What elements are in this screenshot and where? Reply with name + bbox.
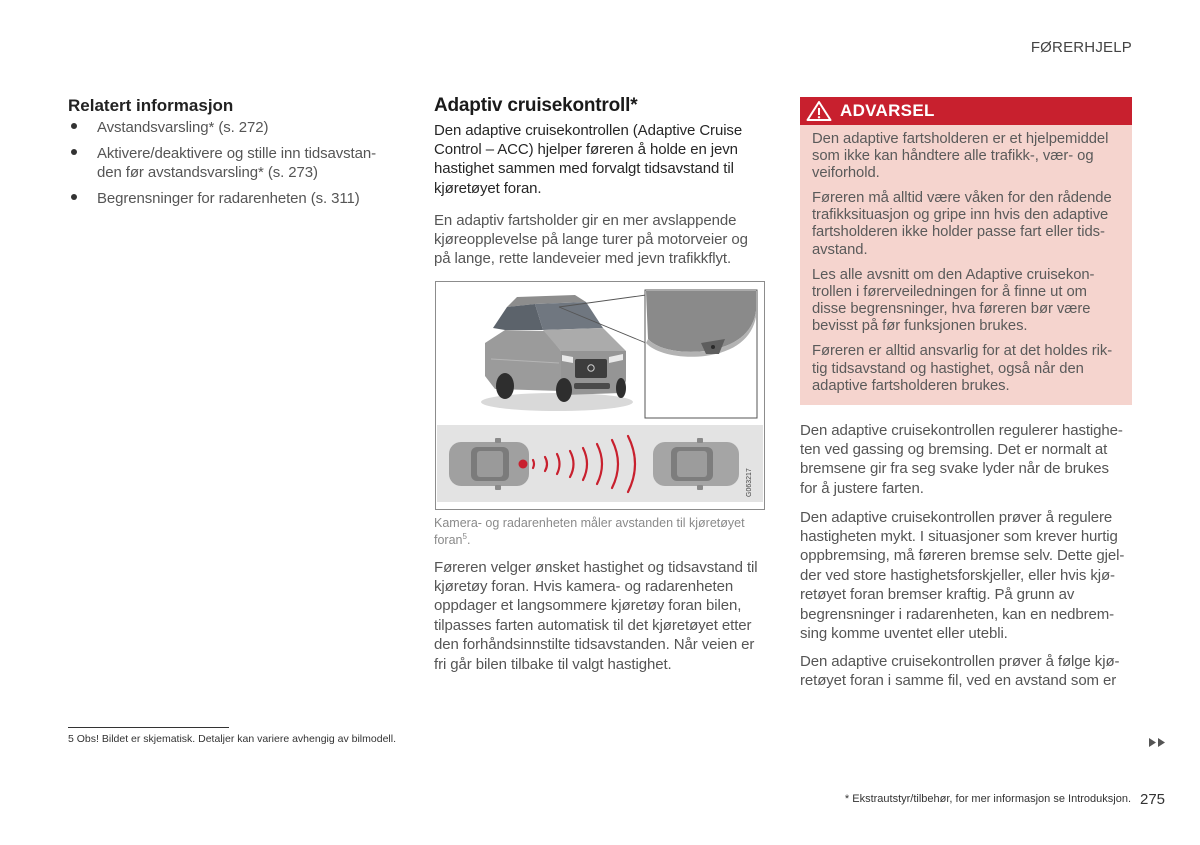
bullet-icon — [71, 149, 77, 155]
text-line: oppdager et langsommere kjøretøy foran bilen, — [434, 597, 742, 615]
related-item-text: Aktivere/deaktivere og stille inn tidsavstan- — [97, 144, 376, 162]
text-line: disse begrensninger, hva føreren bør være — [812, 301, 1091, 318]
front-car-topview — [653, 438, 739, 490]
figure-caption — [434, 515, 766, 549]
acc-illustration-svg — [435, 281, 765, 510]
related-item-text: den før avstandsvarsling* (s. 273) — [97, 164, 318, 181]
text-line: hastighet sammen med forvalgt tidsavstand til — [434, 160, 734, 178]
text-line: sing komme uventet eller utebli. — [800, 624, 1008, 642]
related-list — [68, 118, 398, 216]
text-line: En adaptiv fartsholder gir en mer avslappende — [434, 211, 737, 229]
text-line: Den adaptive cruisekontrollen (Adaptive Cruise — [434, 121, 743, 139]
warning-paragraph — [812, 267, 1132, 336]
text-line: på lange, rette landeveier med jevn trafikkflyt. — [434, 250, 732, 268]
radar-emitter — [519, 460, 528, 469]
figure-code: G063217 — [746, 468, 753, 497]
text-line: Føreren må alltid være våken for den rådende — [812, 189, 1112, 206]
article-intro — [434, 121, 766, 199]
caption-line — [434, 532, 766, 549]
car-wheel — [616, 378, 626, 398]
footnote-divider — [68, 727, 229, 728]
text-line: Den adaptive cruisekontrollen prøver å regulere — [800, 508, 1113, 526]
text-line: trollen i førerveiledningen for å finne ut om — [812, 283, 1087, 300]
warning-label: ADVARSEL — [840, 101, 935, 120]
car-wheel — [496, 373, 514, 399]
own-car-topview — [449, 438, 529, 490]
text-line: Den adaptive cruisekontrollen prøver å følge kjø- — [800, 652, 1120, 670]
text-line: oppbremsing, må føreren bremse selv. Dette gjel- — [800, 547, 1125, 565]
bullet-icon — [71, 194, 77, 200]
text-line: Les alle avsnitt om den Adaptive cruisekon- — [812, 266, 1095, 283]
warning-box — [800, 97, 1132, 405]
caption-text: foran — [434, 532, 463, 547]
paragraph — [434, 558, 766, 674]
footnote-text: Obs! Bildet er skjematisk. Detaljer kan variere avhengig av bilmodell. — [76, 733, 396, 745]
text-line: fartsholderen ikke holder passe fart eller tids- — [812, 224, 1105, 241]
car-lower-intake — [574, 383, 610, 389]
related-item-text: Avstandsvarsling* (s. 272) — [97, 118, 269, 136]
acc-illustration — [435, 281, 765, 510]
text-line: retøyet foran bremser kraftig. På grunn av — [800, 586, 1075, 604]
related-item — [68, 189, 398, 209]
related-item-text: Begrensninger for radarenheten (s. 311) — [97, 190, 360, 207]
warning-paragraph — [812, 131, 1132, 183]
article-title: Adaptiv cruisekontroll* — [434, 95, 638, 116]
caption-line: Kamera- og radarenheten måler avstanden til kjøretøyet — [434, 515, 745, 530]
related-heading: Relatert informasjon — [68, 96, 234, 115]
warning-paragraph — [812, 190, 1132, 259]
text-line: fri går bilen tilbake til valgt hastighet. — [434, 655, 672, 673]
text-line: Den adaptive fartsholderen er et hjelpemiddel — [812, 130, 1109, 147]
warning-body — [800, 125, 1132, 405]
text-line: bevisst på før funksjonen brukes. — [812, 318, 1028, 335]
paragraph — [800, 652, 1132, 691]
accessory-note: * Ekstrautstyr/tilbehør, for mer informasjon se Introduksjon. — [844, 793, 1131, 805]
text-line: Føreren er alltid ansvarlig for at det holdes rik- — [812, 343, 1113, 360]
text-line: som ikke kan håndtere alle trafikk-, vær- og — [812, 147, 1094, 164]
related-item — [68, 144, 398, 183]
caption-text: . — [466, 532, 471, 547]
paragraph — [800, 508, 1132, 644]
text-line: kjøretøyet foran. — [434, 179, 542, 197]
camera-lens — [711, 345, 715, 349]
page-number: 275 — [1140, 790, 1166, 808]
text-line: for å justere farten. — [800, 479, 924, 497]
text-line: adaptive fartsholderen brukes. — [812, 377, 1010, 394]
text-line: Føreren velger ønsket hastighet og tidsavstand til — [434, 558, 758, 576]
text-line: begrensninger i radarenheten, kan en nedbrem- — [800, 605, 1115, 623]
section-title: FØRERHJELP — [1030, 39, 1132, 56]
text-line: ten ved gassing og bremsing. Det er normalt at — [800, 440, 1108, 458]
text-line: tig tidsavstand og hastighet, også når den — [812, 360, 1084, 377]
text-line: tilpasses farten automatisk til det kjøretøyet etter — [434, 616, 752, 634]
car-wheel — [556, 378, 572, 402]
double-arrow-right-icon — [1149, 738, 1166, 747]
text-line: kjøretøy foran. Hvis kamera- og radarenheten — [434, 577, 734, 595]
text-line: Control – ACC) hjelper føreren å holde en jevn — [434, 140, 738, 158]
text-line: veiforhold. — [812, 165, 880, 182]
footnote-reference: 5 — [462, 531, 467, 541]
footnote-number: 5 — [68, 733, 74, 745]
text-line: bremsene gir fra seg svake lyder når de brukes — [800, 460, 1109, 478]
paragraph — [800, 421, 1132, 499]
paragraph — [434, 211, 766, 269]
warning-header — [800, 97, 1132, 125]
text-line: kjøreopplevelse på lange turer på motorveier og — [434, 230, 748, 248]
text-line: der ved store hastighetsforskjeller, eller hvis kjø- — [800, 566, 1115, 584]
text-line: trafikksituasjon og gripe inn hvis den adaptive — [812, 207, 1109, 224]
warning-triangle-icon — [806, 100, 832, 122]
warning-paragraph — [812, 343, 1132, 395]
bullet-icon — [71, 123, 77, 129]
text-line: avstand. — [812, 241, 868, 258]
text-line: hastigheten mykt. I situasjoner som krever hurtig — [800, 527, 1118, 545]
text-line: Den adaptive cruisekontrollen regulerer hastighe- — [800, 421, 1123, 439]
text-line: den forhåndsinnstilte tidsavstanden. Når veien er — [434, 636, 755, 654]
car-grille — [575, 359, 607, 378]
footnote — [68, 733, 396, 746]
text-line: retøyet foran i samme fil, ved en avstand som er — [800, 671, 1117, 689]
related-item — [68, 118, 398, 138]
radar-wave — [533, 460, 534, 468]
